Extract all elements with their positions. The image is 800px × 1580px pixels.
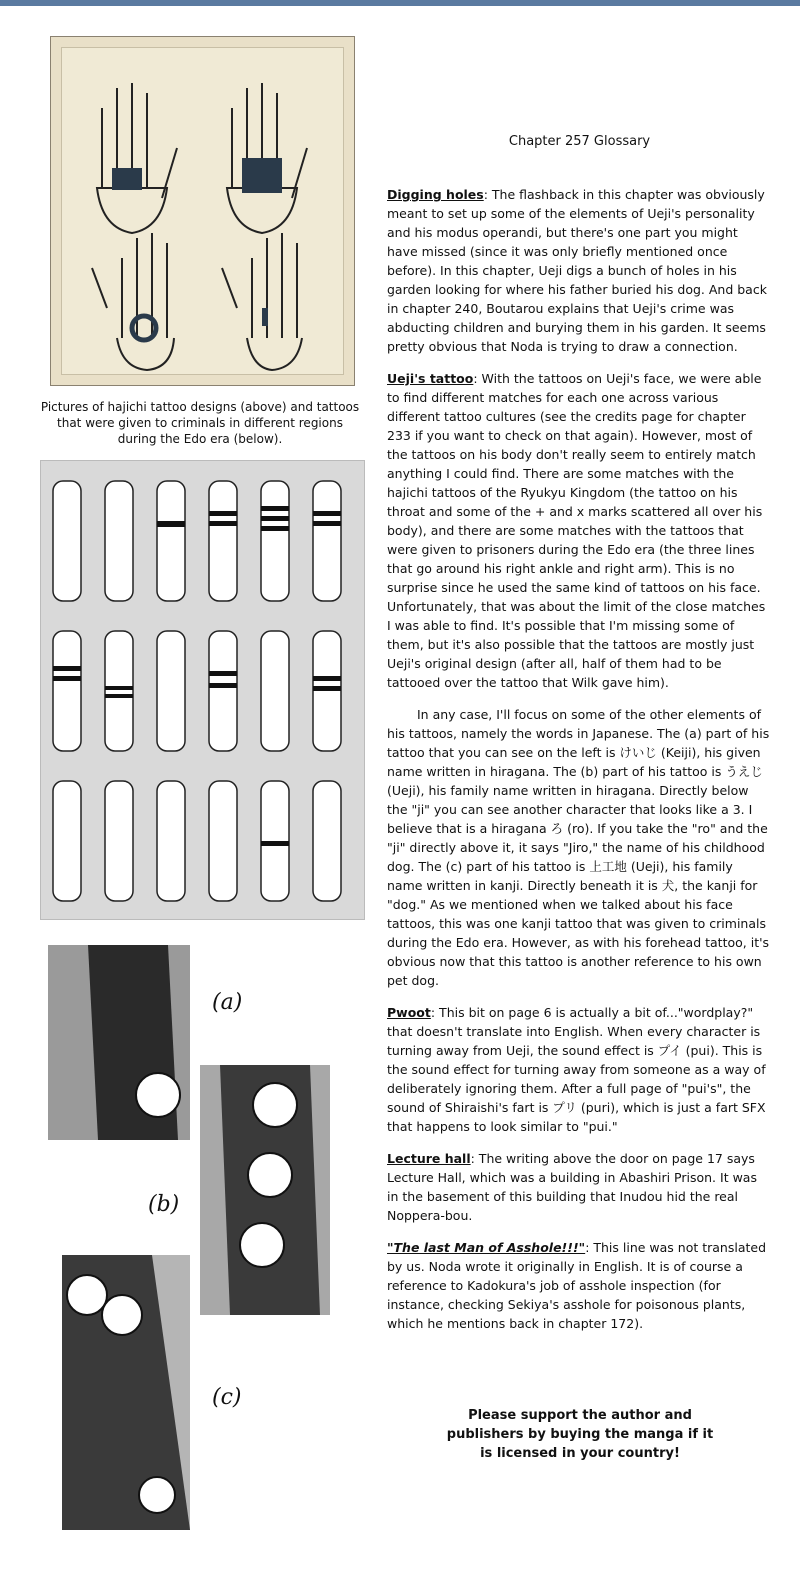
body-pwoot: : This bit on page 6 is actually a bit of..."wordplay?" that doesn't translate into English. When every character is turning away from Ueji, the sound effect is プイ (pui). This is the sound effect for turning away from someone as a way of deliberately ignoring them. After a full page of "pui's", the sound of Shiraishi's fart is プリ (puri), which is just a fart SFX that happens to look similar to "pui." — [387, 1005, 766, 1134]
hajichi-photo — [50, 36, 355, 386]
tattoo-crop-c — [62, 1255, 190, 1530]
body-digging-holes: : The flashback in this chapter was obviously meant to set up some of the elements of Ueji's personality and his modus operandi, but there's one part you might have missed (since it was only briefly mentioned once before). In this chapter, Ueji digs a bunch of holes in his garden looking for where his father buried his dog. And back in chapter 240, Boutarou explains that Ueji's crime was abducting children and burying them in his garden. It seems pretty obvious that Noda is trying to draw a connection. — [387, 187, 767, 354]
top-bar — [0, 0, 800, 6]
glossary-title: Chapter 257 Glossary — [508, 134, 651, 149]
entry-pwoot — [387, 1003, 772, 1136]
term-last-man: "The last Man of Asshole!!!" — [387, 1240, 586, 1255]
glossary-text — [387, 132, 772, 1346]
body-last-man: : This line was not translated by us. Noda wrote it originally in English. It is of course a reference to Kadokura's job of asshole inspection (for instance, checking Sekiya's asshole for poisonous plants, which he mentions back in chapter 172). — [387, 1240, 767, 1331]
tattoo-c-art — [62, 1255, 190, 1530]
label-a: (a) — [212, 990, 243, 1015]
edo-arm-tattoo-chart — [40, 460, 365, 920]
hajichi-board — [61, 47, 344, 375]
tattoo-crop-a — [48, 945, 190, 1140]
arm-drawings — [41, 461, 364, 919]
entry-digging-holes — [387, 185, 772, 356]
entry-lecture-hall — [387, 1149, 772, 1225]
image-caption: Pictures of hajichi tattoo designs (above) and tattoos that were given to criminals in different regions during the Edo era (below). — [40, 400, 360, 446]
body-lecture-hall: : The writing above the door on page 17 says Lecture Hall, which was a building in Abashiri Prison. It was in the basement of this building that Inudou hid the real Noppera-bou. — [387, 1151, 757, 1223]
body-uejis-tattoo: : With the tattoos on Ueji's face, we were able to find different matches for each one across various different tattoo cultures (see the credits page for chapter 233 if you want to check on that again). However, most of the tattoos on his body don't really seem to entirely match anything I could find. There are some matches with the hajichi tattoos of the Ryukyu Kingdom (the tattoo on his throat and some of the + and x marks scattered all over his body), and there are some matches with the tattoos that were given to prisoners during the Edo era (the three lines that go around his right ankle and right arm). This is no surprise since he used the same kind of tattoos on his face. Unfortunately, that was about the limit of the close matches I was able to find. It's possible that I'm missing some of them, but it's also possible that the tattoos are mostly just Ueji's original design (after all, half of them had to be tattooed over the tattoo that Wilk gave him). — [387, 371, 766, 690]
term-lecture-hall: Lecture hall — [387, 1151, 471, 1166]
hand-drawings — [62, 48, 345, 376]
tattoo-b-art — [200, 1065, 330, 1315]
term-digging-holes: Digging holes — [387, 187, 484, 202]
tattoo-crop-b — [200, 1065, 330, 1315]
term-pwoot: Pwoot — [387, 1005, 431, 1020]
entry-last-man — [387, 1238, 772, 1333]
label-b: (b) — [148, 1192, 180, 1217]
entry-uejis-tattoo — [387, 369, 772, 692]
term-uejis-tattoo: Ueji's tattoo — [387, 371, 474, 386]
label-c: (c) — [212, 1385, 242, 1410]
tattoo-continuation: In any case, I'll focus on some of the other elements of his tattoos, namely the words in Japanese. The (a) part of his tattoo that you can see on the left is けいじ (Keiji), his given name written in hiragana. The (b) part of his tattoo is うえじ (Ueji), his family name written in hiragana. Directly below the "ji" you can see another character that looks like a 3. I believe that is a hiragana ろ (ro). If you take the "ro" and the "ji" directly above it, it says "Jiro," the name of his childhood dog. The (c) part of his tattoo is 上工地 (Ueji), his family name written in kanji. Directly beneath it is 犬, the kanji for "dog." As we mentioned when we talked about his face tattoos, this was one kanji tattoo that was given to criminals during the Edo era. However, as with his forehead tattoo, it's obvious now that this tattoo is another reference to his own pet dog. — [387, 707, 770, 988]
support-message: Please support the author and publishers by buying the manga if it is licensed in your country! — [446, 1408, 714, 1461]
tattoo-a-art — [48, 945, 190, 1140]
